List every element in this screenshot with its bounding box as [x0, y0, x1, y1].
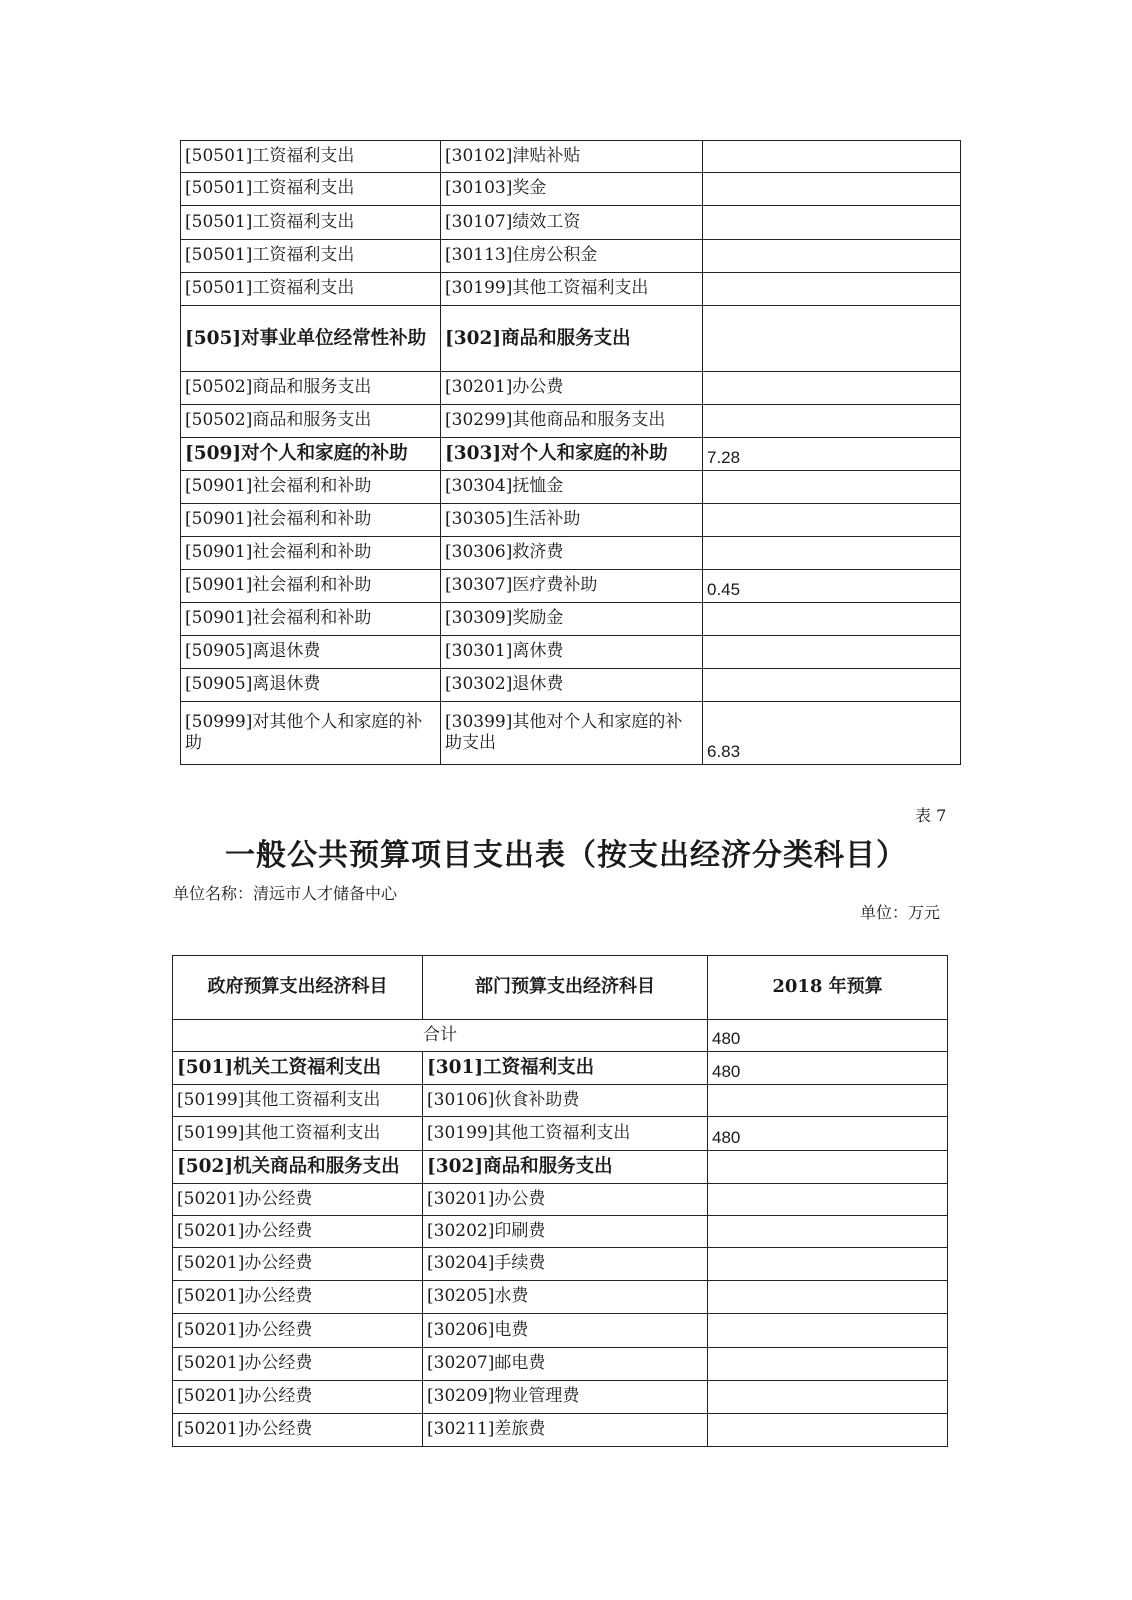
gov-subject-cell: [50905]离退休费 [181, 636, 441, 669]
table-row [173, 1414, 948, 1447]
budget-value-cell [708, 1216, 948, 1248]
dept-subject-cell: [30207]邮电费 [423, 1348, 708, 1381]
gov-subject-cell: [50901]社会福利和补助 [181, 570, 441, 603]
budget-value-cell [708, 1381, 948, 1414]
gov-subject-cell: [50901]社会福利和补助 [181, 471, 441, 504]
budget-value-cell [708, 1281, 948, 1314]
table-row [181, 372, 961, 405]
gov-subject-cell: [50201]办公经费 [173, 1216, 423, 1248]
budget-value-cell [708, 1348, 948, 1381]
table-row [181, 570, 961, 603]
table-row [173, 1248, 948, 1281]
gov-subject-cell: [50501]工资福利支出 [181, 173, 441, 206]
table-row [173, 1052, 948, 1085]
table-row [181, 504, 961, 537]
budget-value-cell: 480 [708, 1052, 948, 1085]
budget-value-cell [703, 537, 961, 570]
gov-subject-cell: [50501]工资福利支出 [181, 273, 441, 306]
table-row [181, 405, 961, 438]
table-row [181, 173, 961, 206]
budget-value-cell [708, 1085, 948, 1117]
dept-subject-cell: [30102]津贴补贴 [441, 141, 703, 173]
budget-value-cell [703, 141, 961, 173]
gov-subject-cell: [50501]工资福利支出 [181, 141, 441, 173]
budget-value-cell [708, 1151, 948, 1184]
dept-subject-cell: [302]商品和服务支出 [423, 1151, 708, 1184]
gov-subject-cell: [50201]办公经费 [173, 1281, 423, 1314]
project-expense-table [172, 955, 948, 1447]
header-row [173, 956, 948, 1020]
header-budget-2018: 2018 年预算 [708, 956, 948, 1020]
gov-subject-cell: [50201]办公经费 [173, 1184, 423, 1216]
dept-subject-cell: [30211]差旅费 [423, 1414, 708, 1447]
gov-subject-cell: [50501]工资福利支出 [181, 240, 441, 273]
gov-subject-cell: [50501]工资福利支出 [181, 206, 441, 240]
budget-value-cell [703, 504, 961, 537]
budget-value-cell [703, 173, 961, 206]
table-row [181, 438, 961, 471]
gov-subject-cell: [502]机关商品和服务支出 [173, 1151, 423, 1184]
unit-measure: 单位：万元 [860, 903, 941, 922]
dept-subject-cell: [30305]生活补助 [441, 504, 703, 537]
gov-subject-cell: [50502]商品和服务支出 [181, 405, 441, 438]
dept-subject-cell: [30202]印刷费 [423, 1216, 708, 1248]
gov-subject-cell: [50201]办公经费 [173, 1348, 423, 1381]
budget-value-cell [703, 471, 961, 504]
total-value: 480 [708, 1020, 948, 1052]
budget-value-cell [703, 669, 961, 702]
table-row [173, 1381, 948, 1414]
dept-subject-cell: [30399]其他对个人和家庭的补助支出 [441, 702, 703, 765]
dept-subject-cell: [30201]办公费 [423, 1184, 708, 1216]
gov-subject-cell: [50901]社会福利和补助 [181, 504, 441, 537]
dept-subject-cell: [30106]伙食补助费 [423, 1085, 708, 1117]
table-row [181, 702, 961, 765]
dept-subject-cell: [30199]其他工资福利支出 [423, 1117, 708, 1151]
budget-value-cell: 7.28 [703, 438, 961, 471]
dept-subject-cell: [30103]奖金 [441, 173, 703, 206]
gov-subject-cell: [501]机关工资福利支出 [173, 1052, 423, 1085]
budget-value-cell [703, 306, 961, 372]
budget-value-cell [703, 372, 961, 405]
dept-subject-cell: [30107]绩效工资 [441, 206, 703, 240]
gov-subject-cell: [50901]社会福利和补助 [181, 603, 441, 636]
gov-subject-cell: [50199]其他工资福利支出 [173, 1085, 423, 1117]
dept-subject-cell: [30205]水费 [423, 1281, 708, 1314]
dept-subject-cell: [30199]其他工资福利支出 [441, 273, 703, 306]
dept-subject-cell: [30209]物业管理费 [423, 1381, 708, 1414]
table-row [181, 141, 961, 173]
budget-value-cell [703, 636, 961, 669]
budget-value-cell [708, 1248, 948, 1281]
gov-subject-cell: [50201]办公经费 [173, 1314, 423, 1348]
budget-value-cell [703, 273, 961, 306]
dept-subject-cell: [303]对个人和家庭的补助 [441, 438, 703, 471]
dept-subject-cell: [301]工资福利支出 [423, 1052, 708, 1085]
budget-value-cell [708, 1184, 948, 1216]
top-expense-table [180, 140, 961, 765]
gov-subject-cell: [50201]办公经费 [173, 1414, 423, 1447]
gov-subject-cell: [505]对事业单位经常性补助 [181, 306, 441, 372]
table-row [173, 1184, 948, 1216]
gov-subject-cell: [50905]离退休费 [181, 669, 441, 702]
header-dept-subject: 部门预算支出经济科目 [423, 956, 708, 1020]
budget-value-cell [703, 603, 961, 636]
gov-subject-cell: [50502]商品和服务支出 [181, 372, 441, 405]
table-number: 表 7 [915, 806, 947, 825]
gov-subject-cell: [50999]对其他个人和家庭的补助 [181, 702, 441, 765]
table-row [181, 537, 961, 570]
dept-subject-cell: [30204]手续费 [423, 1248, 708, 1281]
budget-value-cell [703, 206, 961, 240]
dept-subject-cell: [30299]其他商品和服务支出 [441, 405, 703, 438]
budget-value-cell: 0.45 [703, 570, 961, 603]
dept-subject-cell: [30201]办公费 [441, 372, 703, 405]
table-row [181, 206, 961, 240]
dept-subject-cell: [30306]救济费 [441, 537, 703, 570]
budget-value-cell: 480 [708, 1117, 948, 1151]
budget-value-cell [703, 405, 961, 438]
total-row [173, 1020, 948, 1052]
header-gov-subject: 政府预算支出经济科目 [173, 956, 423, 1020]
dept-subject-cell: [30113]住房公积金 [441, 240, 703, 273]
dept-subject-cell: [30302]退休费 [441, 669, 703, 702]
dept-subject-cell: [302]商品和服务支出 [441, 306, 703, 372]
budget-value-cell: 6.83 [703, 702, 961, 765]
table-row [173, 1085, 948, 1117]
table-row [181, 471, 961, 504]
dept-subject-cell: [30304]抚恤金 [441, 471, 703, 504]
dept-subject-cell: [30206]电费 [423, 1314, 708, 1348]
table-row [173, 1348, 948, 1381]
table-row [181, 306, 961, 372]
dept-subject-cell: [30307]医疗费补助 [441, 570, 703, 603]
budget-value-cell [703, 240, 961, 273]
table-row [173, 1117, 948, 1151]
table-row [173, 1151, 948, 1184]
table-row [181, 603, 961, 636]
table-row [173, 1216, 948, 1248]
dept-subject-cell: [30301]离休费 [441, 636, 703, 669]
gov-subject-cell: [509]对个人和家庭的补助 [181, 438, 441, 471]
budget-value-cell [708, 1314, 948, 1348]
table-row [181, 636, 961, 669]
total-label: 合计 [173, 1020, 708, 1052]
report-title: 一般公共预算项目支出表（按支出经济分类科目） [225, 838, 907, 873]
table-row [181, 669, 961, 702]
gov-subject-cell: [50201]办公经费 [173, 1381, 423, 1414]
gov-subject-cell: [50201]办公经费 [173, 1248, 423, 1281]
table-row [173, 1281, 948, 1314]
table-row [181, 240, 961, 273]
table-row [173, 1314, 948, 1348]
unit-name: 单位名称：清远市人才储备中心 [173, 884, 398, 903]
dept-subject-cell: [30309]奖励金 [441, 603, 703, 636]
gov-subject-cell: [50199]其他工资福利支出 [173, 1117, 423, 1151]
budget-value-cell [708, 1414, 948, 1447]
table-row [181, 273, 961, 306]
gov-subject-cell: [50901]社会福利和补助 [181, 537, 441, 570]
